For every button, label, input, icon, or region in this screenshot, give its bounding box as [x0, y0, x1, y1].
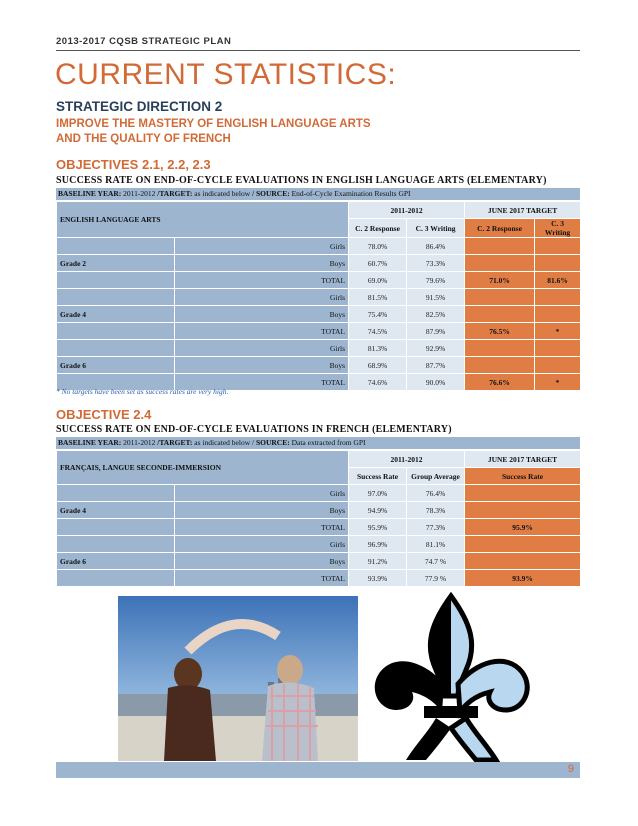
row-label: TOTAL	[175, 519, 349, 536]
source-label: / SOURCE:	[252, 189, 290, 198]
value-cell: 68.9%	[349, 357, 407, 374]
value-cell: 78.0%	[349, 238, 407, 255]
value-cell: 77.3%	[407, 519, 465, 536]
period-target-header: JUNE 2017 TARGET	[465, 202, 581, 219]
row-label: TOTAL	[175, 272, 349, 289]
column-header: Success Rate	[349, 468, 407, 485]
value-cell: 74.7 %	[407, 553, 465, 570]
column-header: Group Average	[407, 468, 465, 485]
page-number: 9	[567, 763, 574, 775]
baseline-bar-french	[56, 437, 580, 449]
plan-header: 2013-2017 CQSB STRATEGIC PLAN	[56, 36, 232, 47]
target-cell	[535, 238, 581, 255]
page-title: CURRENT STATISTICS:	[55, 58, 397, 91]
target-cell	[465, 536, 581, 553]
table-row	[57, 238, 581, 255]
grade-cell	[57, 570, 175, 587]
objective-heading-2: OBJECTIVE 2.4	[56, 407, 152, 422]
fleur-de-lis-logo	[366, 592, 536, 764]
value-cell: 97.0%	[349, 485, 407, 502]
target-cell: 95.9%	[465, 519, 581, 536]
value-cell: 74.6%	[349, 374, 407, 391]
subtitle-line-1: IMPROVE THE MASTERY OF ENGLISH LANGUAGE ARTS	[56, 118, 371, 130]
target-cell	[535, 357, 581, 374]
value-cell: 81.1%	[407, 536, 465, 553]
header-divider	[56, 50, 580, 51]
subject-header: ENGLISH LANGUAGE ARTS	[57, 202, 349, 238]
table-row	[57, 502, 581, 519]
grade-cell	[57, 272, 175, 289]
target-cell	[465, 255, 535, 272]
value-cell: 77.9 %	[407, 570, 465, 587]
column-header: Success Rate	[465, 468, 581, 485]
baseline-year: 2011-2012	[123, 189, 156, 198]
objective-heading-1: OBJECTIVES 2.1, 2.2, 2.3	[56, 157, 211, 172]
row-label: Boys	[175, 306, 349, 323]
target-cell	[535, 306, 581, 323]
footnote: * No targets have been set as success rates are very high.	[56, 387, 229, 396]
target-cell	[465, 340, 535, 357]
value-cell: 74.5%	[349, 323, 407, 340]
row-label: Girls	[175, 536, 349, 553]
value-cell: 87.7%	[407, 357, 465, 374]
table-row	[57, 323, 581, 340]
value-cell: 79.6%	[407, 272, 465, 289]
target-cell	[535, 255, 581, 272]
value-cell: 95.9%	[349, 519, 407, 536]
value-cell: 91.2%	[349, 553, 407, 570]
target-cell	[465, 485, 581, 502]
value-cell: 75.4%	[349, 306, 407, 323]
row-label: Girls	[175, 340, 349, 357]
baseline-label: BASELINE YEAR:	[58, 438, 122, 447]
target-cell	[535, 340, 581, 357]
subtitle-line-2: AND THE QUALITY OF FRENCH	[56, 133, 231, 145]
column-header: C. 2 Response	[465, 219, 535, 238]
target-cell: 71.0%	[465, 272, 535, 289]
english-stats-table	[56, 201, 581, 391]
row-label: Boys	[175, 357, 349, 374]
target-cell	[465, 502, 581, 519]
baseline-label: BASELINE YEAR:	[58, 189, 122, 198]
baseline-year: 2011-2012	[123, 438, 156, 447]
value-cell: 94.9%	[349, 502, 407, 519]
grade-cell	[57, 536, 175, 553]
grade-cell: Grade 6	[57, 357, 175, 374]
table-row	[57, 272, 581, 289]
value-cell: 82.5%	[407, 306, 465, 323]
table-row	[57, 306, 581, 323]
table-row	[57, 255, 581, 272]
value-cell: 91.5%	[407, 289, 465, 306]
strategic-direction: STRATEGIC DIRECTION 2	[56, 99, 223, 114]
grade-cell: Grade 4	[57, 502, 175, 519]
column-header: C. 3 Writing	[407, 219, 465, 238]
subject-header: FRANÇAIS, LANGUE SECONDE-IMMERSION	[57, 451, 349, 485]
value-cell: 87.9%	[407, 323, 465, 340]
baseline-bar-english	[56, 188, 580, 200]
grade-cell	[57, 323, 175, 340]
value-cell: 93.9%	[349, 570, 407, 587]
table-title-english: SUCCESS RATE ON END-OF-CYCLE EVALUATIONS IN ENGLISH LANGUAGE ARTS (ELEMENTARY)	[56, 175, 547, 186]
value-cell: 73.3%	[407, 255, 465, 272]
row-label: Girls	[175, 485, 349, 502]
row-label: Boys	[175, 553, 349, 570]
value-cell: 76.4%	[407, 485, 465, 502]
target-cell	[465, 357, 535, 374]
row-label: TOTAL	[175, 570, 349, 587]
row-label: TOTAL	[175, 374, 349, 391]
value-cell: 60.7%	[349, 255, 407, 272]
grade-cell	[57, 238, 175, 255]
target-label: /TARGET:	[157, 438, 193, 447]
value-cell: 92.9%	[407, 340, 465, 357]
table-row	[57, 357, 581, 374]
table-row	[57, 289, 581, 306]
table-title-french: SUCCESS RATE ON END-OF-CYCLE EVALUATIONS IN FRENCH (ELEMENTARY)	[56, 424, 452, 435]
value-cell: 78.3%	[407, 502, 465, 519]
period-target-header: JUNE 2017 TARGET	[465, 451, 581, 468]
table-row	[57, 340, 581, 357]
target-cell: 93.9%	[465, 570, 581, 587]
value-cell: 90.0%	[407, 374, 465, 391]
table-row	[57, 570, 581, 587]
grade-cell: Grade 2	[57, 255, 175, 272]
period-current-header: 2011-2012	[349, 451, 465, 468]
value-cell: 69.0%	[349, 272, 407, 289]
row-label: Girls	[175, 238, 349, 255]
table-row	[57, 536, 581, 553]
column-header: C. 2 Response	[349, 219, 407, 238]
target-cell	[465, 553, 581, 570]
french-stats-table	[56, 450, 581, 587]
target-text: as indicated below /	[194, 438, 255, 447]
target-cell: 76.5%	[465, 323, 535, 340]
source-text: Data extracted from GPI	[291, 438, 366, 447]
target-cell: *	[535, 323, 581, 340]
row-label: Girls	[175, 289, 349, 306]
column-header: C. 3 Writing	[535, 219, 581, 238]
row-label: Boys	[175, 502, 349, 519]
row-label: Boys	[175, 255, 349, 272]
grade-cell	[57, 485, 175, 502]
target-cell	[465, 238, 535, 255]
value-cell: 86.4%	[407, 238, 465, 255]
students-photo	[118, 596, 358, 761]
target-label: /TARGET:	[157, 189, 193, 198]
target-text: as indicated below	[194, 189, 251, 198]
period-current-header: 2011-2012	[349, 202, 465, 219]
target-cell: 81.6%	[535, 272, 581, 289]
target-cell	[465, 306, 535, 323]
grade-cell: Grade 4	[57, 306, 175, 323]
grade-cell	[57, 519, 175, 536]
row-label: TOTAL	[175, 323, 349, 340]
grade-cell	[57, 340, 175, 357]
footer-bar	[56, 762, 580, 778]
source-text: End-of-Cycle Examination Results GPI	[291, 189, 411, 198]
grade-cell: Grade 6	[57, 553, 175, 570]
value-cell: 81.3%	[349, 340, 407, 357]
source-label: SOURCE:	[255, 438, 290, 447]
value-cell: 96.9%	[349, 536, 407, 553]
target-cell: 76.6%	[465, 374, 535, 391]
table-row	[57, 519, 581, 536]
target-cell: *	[535, 374, 581, 391]
target-cell	[535, 289, 581, 306]
target-cell	[465, 289, 535, 306]
value-cell: 81.5%	[349, 289, 407, 306]
table-row	[57, 553, 581, 570]
table-row	[57, 485, 581, 502]
grade-cell	[57, 289, 175, 306]
